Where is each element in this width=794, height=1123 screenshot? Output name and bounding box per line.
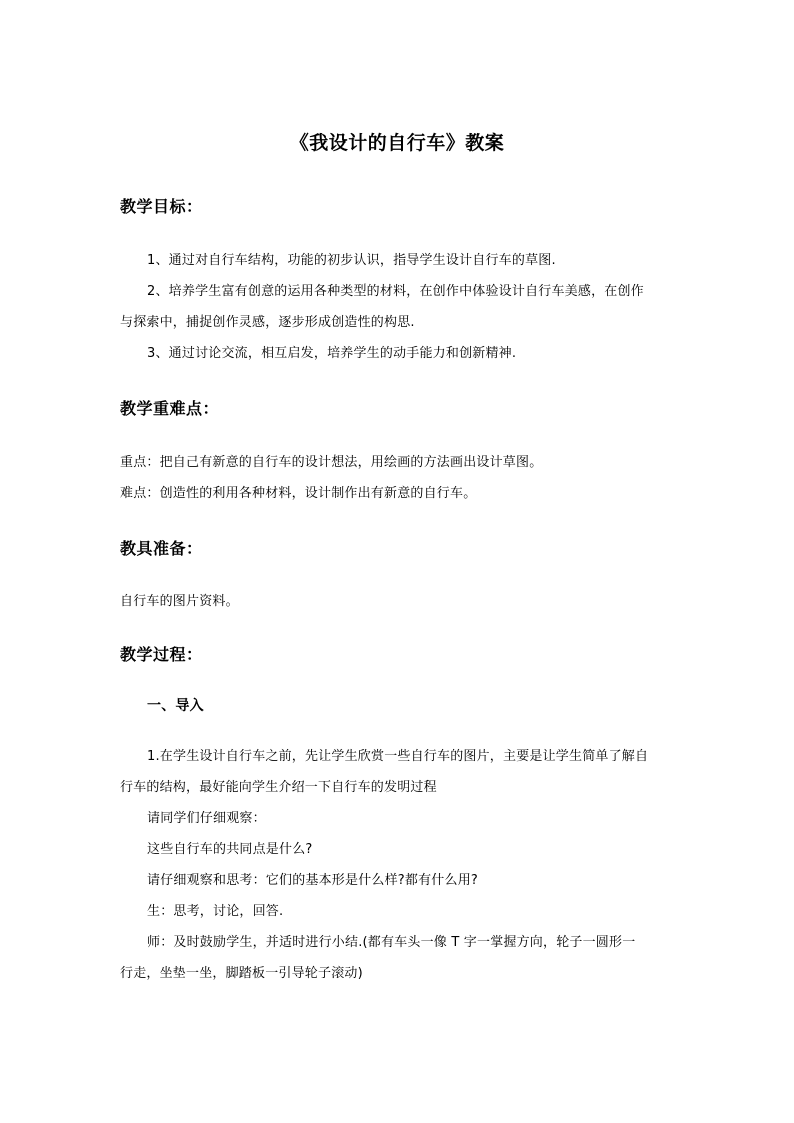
goals-line-2: 2、培养学生富有创意的运用各种类型的材料，在创作中体验设计自行车美感，在创作 <box>147 284 644 299</box>
goals-line-1: 1、通过对自行车结构，功能的初步认识，指导学生设计自行车的草图. <box>147 253 556 268</box>
section-heading-goals: 教学目标： <box>120 197 203 216</box>
section-heading-process: 教学过程： <box>120 645 203 664</box>
document-title: 《我设计的自行车》教案 <box>289 132 505 154</box>
process-subheading: 一、导入 <box>147 698 204 714</box>
materials-line-1: 自行车的图片资料。 <box>120 594 239 609</box>
keypoints-line-2: 难点：创造性的利用各种材料，设计制作出有新意的自行车。 <box>120 486 477 501</box>
process-line-1: 1.在学生设计自行车之前，先让学生欣赏一些自行车的图片，主要是让学生简单了解自 <box>147 749 649 764</box>
process-line-3: 请同学们仔细观察： <box>147 811 266 826</box>
section-heading-materials: 教具准备： <box>120 539 203 558</box>
keypoints-line-1: 重点：把自己有新意的自行车的设计想法，用绘画的方法画出设计草图。 <box>120 455 543 470</box>
goals-line-4: 3、通过讨论交流，相互启发，培养学生的动手能力和创新精神. <box>147 346 517 361</box>
section-heading-keypoints: 教学重难点： <box>120 399 220 418</box>
process-line-7: 师：及时鼓励学生，并适时进行小结.(都有车头一像 T 字一掌握方向，轮子一圆形一 <box>147 935 636 950</box>
process-line-4: 这些自行车的共同点是什么? <box>147 842 313 857</box>
process-line-6: 生：思考，讨论，回答. <box>147 904 284 919</box>
process-line-5: 请仔细观察和思考：它们的基本形是什么样?都有什么用? <box>147 873 479 888</box>
process-line-8: 行走，坐垫一坐，脚踏板一引导轮子滚动) <box>120 966 363 981</box>
process-line-2: 行车的结构，最好能向学生介绍一下自行车的发明过程 <box>120 780 437 795</box>
goals-line-3: 与探索中，捕捉创作灵感，逐步形成创造性的构思. <box>120 315 415 330</box>
